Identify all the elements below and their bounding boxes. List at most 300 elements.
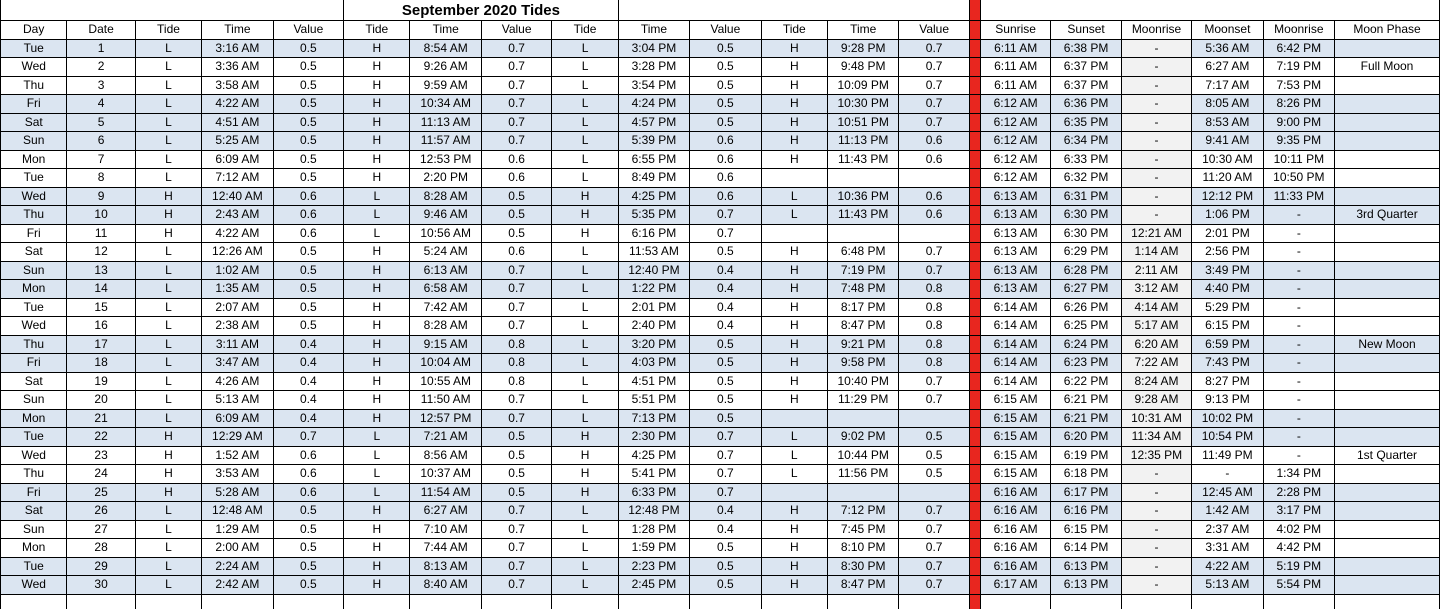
cell-tide-4 [761, 169, 827, 188]
column-separator [969, 502, 980, 521]
column-header-tide-2: Tide [344, 21, 410, 40]
cell-time-3: 7:13 PM [618, 409, 689, 428]
cell-tide-2: H [344, 557, 410, 576]
cell-day: Sun [1, 520, 67, 539]
cell-moon-phase [1335, 113, 1440, 132]
cell-time-4: 11:29 PM [827, 391, 898, 410]
table-row [1, 391, 1440, 410]
cell-time-3: 3:04 PM [618, 39, 689, 58]
cell-value-2: 0.5 [481, 224, 551, 243]
cell-time-1: 1:29 AM [202, 520, 273, 539]
cell-sunrise: 6:13 AM [980, 261, 1050, 280]
cell-tide-4: L [761, 428, 827, 447]
cell-value-4: 0.7 [899, 576, 969, 595]
cell-tide-4: H [761, 317, 827, 336]
cell-sunrise: 6:15 AM [980, 465, 1050, 484]
cell-moonrise-2: 5:19 PM [1263, 557, 1334, 576]
empty-cell [552, 594, 618, 609]
table-row [1, 557, 1440, 576]
cell-moon-phase [1335, 95, 1440, 114]
cell-day: Tue [1, 39, 67, 58]
cell-value-3: 0.4 [690, 520, 761, 539]
cell-value-2: 0.8 [481, 335, 551, 354]
cell-value-4: 0.5 [899, 428, 969, 447]
table-row [1, 483, 1440, 502]
cell-tide-1: L [135, 132, 201, 151]
column-separator [969, 113, 980, 132]
cell-tide-2: H [344, 261, 410, 280]
cell-value-2: 0.7 [481, 502, 551, 521]
cell-time-3: 1:59 PM [618, 539, 689, 558]
cell-sunrise: 6:13 AM [980, 187, 1050, 206]
cell-moonrise-2: 10:11 PM [1263, 150, 1334, 169]
table-row [1, 298, 1440, 317]
cell-time-3: 6:55 PM [618, 150, 689, 169]
cell-date: 5 [67, 113, 135, 132]
cell-time-1: 3:16 AM [202, 39, 273, 58]
cell-value-2: 0.7 [481, 280, 551, 299]
cell-tide-4: H [761, 576, 827, 595]
cell-time-2: 11:54 AM [410, 483, 481, 502]
cell-sunset: 6:15 PM [1051, 520, 1121, 539]
cell-date: 19 [67, 372, 135, 391]
cell-time-3: 3:54 PM [618, 76, 689, 95]
cell-moon-phase [1335, 187, 1440, 206]
column-separator [969, 224, 980, 243]
cell-time-2: 8:40 AM [410, 576, 481, 595]
cell-sunset: 6:29 PM [1051, 243, 1121, 262]
cell-moonset: 10:30 AM [1192, 150, 1263, 169]
column-separator [969, 169, 980, 188]
cell-moon-phase: New Moon [1335, 335, 1440, 354]
cell-time-2: 9:46 AM [410, 206, 481, 225]
cell-time-4: 11:43 PM [827, 150, 898, 169]
cell-moon-phase: 3rd Quarter [1335, 206, 1440, 225]
column-header-sunset: Sunset [1051, 21, 1121, 40]
cell-sunrise: 6:15 AM [980, 409, 1050, 428]
cell-moonset: 5:36 AM [1192, 39, 1263, 58]
cell-time-3: 12:48 PM [618, 502, 689, 521]
cell-time-4 [827, 224, 898, 243]
cell-value-3: 0.5 [690, 391, 761, 410]
cell-value-4 [899, 224, 969, 243]
cell-date: 1 [67, 39, 135, 58]
table-row [1, 335, 1440, 354]
table-row [1, 409, 1440, 428]
cell-moonrise: 12:35 PM [1121, 446, 1191, 465]
cell-time-2: 5:24 AM [410, 243, 481, 262]
cell-sunset: 6:22 PM [1051, 372, 1121, 391]
table-row [1, 354, 1440, 373]
page-title: September 2020 Tides [344, 0, 619, 21]
empty-cell [344, 594, 410, 609]
cell-value-4: 0.8 [899, 280, 969, 299]
cell-tide-2: H [344, 76, 410, 95]
cell-date: 29 [67, 557, 135, 576]
cell-value-3: 0.5 [690, 95, 761, 114]
cell-moonrise: 11:34 AM [1121, 428, 1191, 447]
cell-date: 25 [67, 483, 135, 502]
cell-value-2: 0.7 [481, 95, 551, 114]
cell-moon-phase: Full Moon [1335, 58, 1440, 77]
cell-tide-4: H [761, 39, 827, 58]
cell-moonrise-2: 10:50 PM [1263, 169, 1334, 188]
cell-tide-1: L [135, 261, 201, 280]
cell-moonrise-2: 3:17 PM [1263, 502, 1334, 521]
column-separator [969, 187, 980, 206]
cell-moonset: 6:27 AM [1192, 58, 1263, 77]
cell-time-1: 2:42 AM [202, 576, 273, 595]
cell-tide-3: L [552, 76, 618, 95]
cell-value-4: 0.8 [899, 354, 969, 373]
cell-tide-1: L [135, 576, 201, 595]
cell-tide-2: L [344, 187, 410, 206]
cell-moonrise: - [1121, 187, 1191, 206]
cell-sunrise: 6:13 AM [980, 206, 1050, 225]
cell-moon-phase [1335, 317, 1440, 336]
cell-time-4: 7:12 PM [827, 502, 898, 521]
column-separator [969, 76, 980, 95]
cell-time-2: 11:50 AM [410, 391, 481, 410]
cell-time-3: 3:20 PM [618, 335, 689, 354]
cell-tide-2: H [344, 335, 410, 354]
cell-moonrise: 5:17 AM [1121, 317, 1191, 336]
cell-value-3: 0.5 [690, 76, 761, 95]
cell-time-4: 10:09 PM [827, 76, 898, 95]
column-header-tide-4: Tide [761, 21, 827, 40]
cell-time-4: 10:30 PM [827, 95, 898, 114]
cell-moon-phase [1335, 502, 1440, 521]
cell-value-3: 0.6 [690, 132, 761, 151]
cell-tide-1: H [135, 224, 201, 243]
column-header-moon-phase: Moon Phase [1335, 21, 1440, 40]
table-row [1, 187, 1440, 206]
cell-time-2: 12:57 PM [410, 409, 481, 428]
cell-moonrise-2: - [1263, 391, 1334, 410]
cell-time-2: 9:15 AM [410, 335, 481, 354]
cell-tide-2: H [344, 502, 410, 521]
cell-time-2: 10:55 AM [410, 372, 481, 391]
cell-time-2: 7:10 AM [410, 520, 481, 539]
table-row [1, 520, 1440, 539]
cell-time-1: 1:52 AM [202, 446, 273, 465]
cell-value-4: 0.7 [899, 58, 969, 77]
column-separator [969, 0, 980, 21]
cell-day: Wed [1, 446, 67, 465]
cell-date: 18 [67, 354, 135, 373]
cell-tide-3: L [552, 409, 618, 428]
cell-sunrise: 6:16 AM [980, 520, 1050, 539]
cell-tide-3: H [552, 224, 618, 243]
cell-tide-3: H [552, 187, 618, 206]
cell-value-1: 0.5 [273, 539, 343, 558]
cell-sunset: 6:21 PM [1051, 409, 1121, 428]
cell-time-4: 8:47 PM [827, 576, 898, 595]
cell-time-1: 6:09 AM [202, 150, 273, 169]
cell-value-4: 0.7 [899, 113, 969, 132]
cell-tide-1: L [135, 76, 201, 95]
cell-sunset: 6:26 PM [1051, 298, 1121, 317]
cell-tide-2: H [344, 113, 410, 132]
cell-tide-3: L [552, 335, 618, 354]
cell-value-1: 0.5 [273, 113, 343, 132]
cell-time-1: 4:22 AM [202, 95, 273, 114]
cell-value-1: 0.5 [273, 280, 343, 299]
cell-tide-3: L [552, 391, 618, 410]
empty-cell [273, 594, 343, 609]
cell-tide-1: H [135, 446, 201, 465]
cell-moonrise: 12:21 AM [1121, 224, 1191, 243]
table-row [1, 169, 1440, 188]
cell-day: Sat [1, 502, 67, 521]
cell-sunset: 6:27 PM [1051, 280, 1121, 299]
cell-value-1: 0.4 [273, 354, 343, 373]
cell-time-1: 3:58 AM [202, 76, 273, 95]
cell-tide-4: L [761, 446, 827, 465]
cell-moonrise-2: 2:28 PM [1263, 483, 1334, 502]
cell-day: Mon [1, 409, 67, 428]
cell-day: Sat [1, 243, 67, 262]
cell-date: 3 [67, 76, 135, 95]
empty-cell [1335, 594, 1440, 609]
table-row [1, 132, 1440, 151]
cell-moonrise: 6:20 AM [1121, 335, 1191, 354]
cell-value-3: 0.7 [690, 206, 761, 225]
cell-tide-4: H [761, 502, 827, 521]
cell-value-1: 0.6 [273, 483, 343, 502]
cell-tide-4: L [761, 465, 827, 484]
cell-time-3: 2:40 PM [618, 317, 689, 336]
cell-date: 8 [67, 169, 135, 188]
column-header-moonrise-2: Moonrise [1263, 21, 1334, 40]
cell-value-2: 0.7 [481, 58, 551, 77]
cell-tide-3: L [552, 58, 618, 77]
cell-moonrise-2: - [1263, 428, 1334, 447]
cell-sunrise: 6:14 AM [980, 335, 1050, 354]
cell-date: 26 [67, 502, 135, 521]
cell-value-1: 0.5 [273, 261, 343, 280]
cell-tide-3: L [552, 354, 618, 373]
cell-moon-phase [1335, 354, 1440, 373]
cell-tide-4: H [761, 520, 827, 539]
cell-tide-3: L [552, 298, 618, 317]
cell-time-4: 7:19 PM [827, 261, 898, 280]
cell-tide-1: L [135, 39, 201, 58]
cell-value-3: 0.5 [690, 557, 761, 576]
cell-moonset: 6:59 PM [1192, 335, 1263, 354]
cell-moonrise-2: - [1263, 224, 1334, 243]
cell-value-1: 0.5 [273, 317, 343, 336]
cell-sunrise: 6:11 AM [980, 39, 1050, 58]
cell-tide-3: H [552, 428, 618, 447]
cell-moonrise-2: - [1263, 354, 1334, 373]
empty-cell [67, 594, 135, 609]
cell-tide-3: L [552, 243, 618, 262]
cell-tide-2: H [344, 298, 410, 317]
cell-time-1: 1:35 AM [202, 280, 273, 299]
cell-moonrise-2: 8:26 PM [1263, 95, 1334, 114]
column-header-value-3: Value [690, 21, 761, 40]
cell-tide-2: H [344, 372, 410, 391]
cell-time-1: 12:26 AM [202, 243, 273, 262]
cell-time-2: 10:56 AM [410, 224, 481, 243]
cell-time-3: 1:22 PM [618, 280, 689, 299]
cell-sunset: 6:19 PM [1051, 446, 1121, 465]
cell-tide-2: H [344, 169, 410, 188]
cell-tide-4: H [761, 261, 827, 280]
cell-value-2: 0.5 [481, 187, 551, 206]
cell-sunset: 6:37 PM [1051, 76, 1121, 95]
cell-time-1: 5:28 AM [202, 483, 273, 502]
cell-moonrise: - [1121, 539, 1191, 558]
cell-time-2: 7:42 AM [410, 298, 481, 317]
cell-time-1: 5:25 AM [202, 132, 273, 151]
cell-tide-3: L [552, 113, 618, 132]
cell-value-1: 0.5 [273, 243, 343, 262]
cell-time-1: 12:48 AM [202, 502, 273, 521]
cell-moonset: 4:22 AM [1192, 557, 1263, 576]
cell-value-1: 0.4 [273, 372, 343, 391]
cell-moonrise-2: 9:35 PM [1263, 132, 1334, 151]
cell-time-4: 9:48 PM [827, 58, 898, 77]
cell-value-2: 0.6 [481, 243, 551, 262]
cell-day: Sat [1, 113, 67, 132]
cell-moon-phase [1335, 150, 1440, 169]
tide-table-body [1, 0, 1440, 609]
cell-moon-phase [1335, 298, 1440, 317]
table-row [1, 113, 1440, 132]
cell-moonrise: - [1121, 150, 1191, 169]
cell-sunset: 6:33 PM [1051, 150, 1121, 169]
cell-time-4: 10:36 PM [827, 187, 898, 206]
cell-value-1: 0.4 [273, 335, 343, 354]
cell-moonrise: 8:24 AM [1121, 372, 1191, 391]
cell-value-1: 0.6 [273, 465, 343, 484]
cell-time-4: 6:48 PM [827, 243, 898, 262]
cell-value-4: 0.7 [899, 261, 969, 280]
cell-time-3: 1:28 PM [618, 520, 689, 539]
cell-date: 22 [67, 428, 135, 447]
cell-time-4 [827, 483, 898, 502]
cell-moonrise: 2:11 AM [1121, 261, 1191, 280]
cell-value-1: 0.5 [273, 95, 343, 114]
cell-time-1: 12:40 AM [202, 187, 273, 206]
cell-time-2: 6:27 AM [410, 502, 481, 521]
cell-sunset: 6:13 PM [1051, 576, 1121, 595]
column-separator [969, 39, 980, 58]
cell-value-3: 0.5 [690, 354, 761, 373]
cell-value-4: 0.7 [899, 520, 969, 539]
cell-moonrise-2: - [1263, 372, 1334, 391]
cell-tide-3: L [552, 502, 618, 521]
cell-sunset: 6:16 PM [1051, 502, 1121, 521]
cell-moonrise: 3:12 AM [1121, 280, 1191, 299]
cell-day: Sun [1, 261, 67, 280]
cell-sunrise: 6:15 AM [980, 446, 1050, 465]
cell-tide-3: L [552, 95, 618, 114]
column-separator [969, 372, 980, 391]
cell-tide-4: H [761, 335, 827, 354]
cell-value-3: 0.5 [690, 58, 761, 77]
cell-value-1: 0.5 [273, 58, 343, 77]
column-separator [969, 280, 980, 299]
cell-moon-phase [1335, 428, 1440, 447]
cell-time-2: 8:28 AM [410, 187, 481, 206]
cell-moonset: 2:56 PM [1192, 243, 1263, 262]
cell-day: Sat [1, 372, 67, 391]
cell-value-4: 0.6 [899, 132, 969, 151]
cell-value-2: 0.7 [481, 317, 551, 336]
cell-value-1: 0.6 [273, 224, 343, 243]
cell-sunrise: 6:16 AM [980, 502, 1050, 521]
cell-moon-phase [1335, 465, 1440, 484]
cell-moon-phase [1335, 76, 1440, 95]
cell-value-4: 0.5 [899, 465, 969, 484]
cell-tide-1: H [135, 483, 201, 502]
cell-time-3: 2:30 PM [618, 428, 689, 447]
cell-value-1: 0.5 [273, 502, 343, 521]
cell-tide-1: L [135, 298, 201, 317]
cell-moon-phase [1335, 483, 1440, 502]
cell-sunset: 6:24 PM [1051, 335, 1121, 354]
cell-tide-2: L [344, 206, 410, 225]
cell-value-2: 0.5 [481, 446, 551, 465]
column-separator [969, 335, 980, 354]
cell-time-4: 9:28 PM [827, 39, 898, 58]
cell-time-3: 3:28 PM [618, 58, 689, 77]
cell-date: 23 [67, 446, 135, 465]
cell-value-2: 0.7 [481, 113, 551, 132]
column-separator [969, 409, 980, 428]
cell-time-1: 4:26 AM [202, 372, 273, 391]
cell-moonset: 9:41 AM [1192, 132, 1263, 151]
cell-time-3: 6:16 PM [618, 224, 689, 243]
table-row [1, 76, 1440, 95]
table-row [1, 372, 1440, 391]
cell-time-1: 12:29 AM [202, 428, 273, 447]
cell-sunrise: 6:11 AM [980, 76, 1050, 95]
cell-time-4: 9:02 PM [827, 428, 898, 447]
empty-cell [618, 594, 689, 609]
cell-sunrise: 6:12 AM [980, 150, 1050, 169]
cell-value-1: 0.5 [273, 76, 343, 95]
cell-moon-phase [1335, 409, 1440, 428]
cell-time-2: 7:21 AM [410, 428, 481, 447]
cell-tide-2: H [344, 150, 410, 169]
cell-tide-3: L [552, 372, 618, 391]
cell-value-3: 0.7 [690, 428, 761, 447]
cell-tide-4: L [761, 206, 827, 225]
cell-moon-phase [1335, 39, 1440, 58]
column-separator [969, 539, 980, 558]
cell-value-2: 0.7 [481, 132, 551, 151]
cell-day: Fri [1, 354, 67, 373]
cell-moonrise: 9:28 AM [1121, 391, 1191, 410]
cell-value-2: 0.7 [481, 261, 551, 280]
table-row [1, 280, 1440, 299]
cell-day: Thu [1, 206, 67, 225]
cell-sunrise: 6:11 AM [980, 58, 1050, 77]
cell-day: Mon [1, 539, 67, 558]
cell-tide-1: L [135, 169, 201, 188]
cell-time-1: 3:53 AM [202, 465, 273, 484]
cell-tide-1: L [135, 409, 201, 428]
cell-time-2: 12:53 PM [410, 150, 481, 169]
cell-tide-1: L [135, 391, 201, 410]
cell-moonset: 3:49 PM [1192, 261, 1263, 280]
cell-tide-4: H [761, 557, 827, 576]
cell-tide-2: H [344, 58, 410, 77]
